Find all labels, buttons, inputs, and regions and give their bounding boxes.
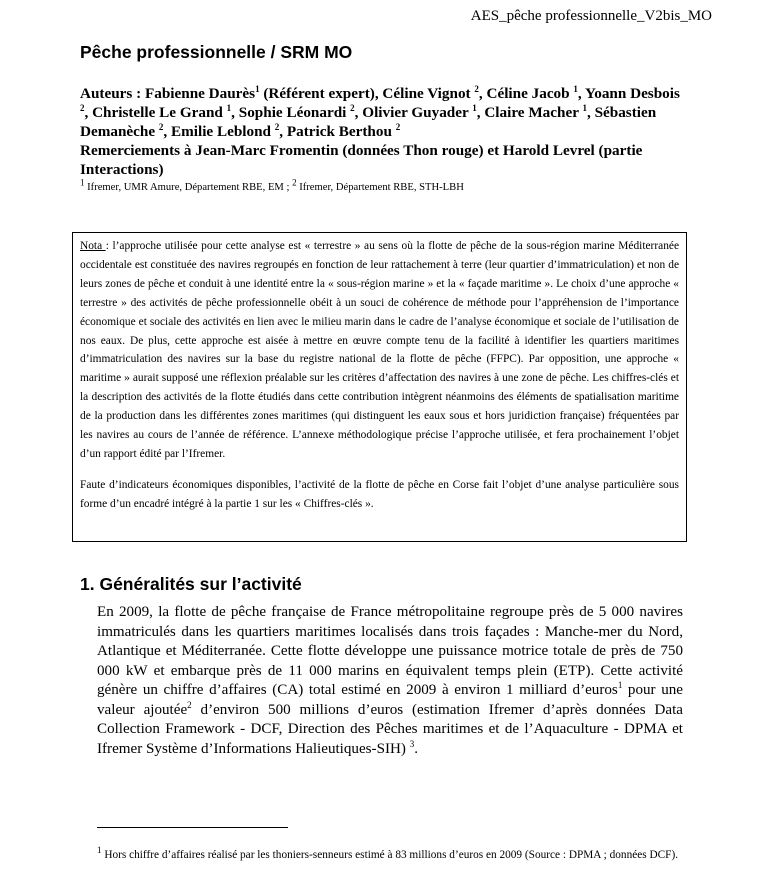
author-suffix: , — [354, 104, 363, 121]
author-affiliation-marker: 2 — [395, 121, 401, 132]
author-affiliation-marker: 1 — [472, 102, 477, 113]
running-header: AES_pêche professionnelle_V2bis_MO — [470, 8, 712, 24]
author-suffix: , — [231, 104, 239, 121]
footnote-separator — [97, 827, 288, 828]
section-heading: 1. Généralités sur l’activité — [80, 574, 302, 594]
author-name: Sophie Léonardi — [238, 104, 351, 121]
paragraph-text: pour une valeur ajoutée — [97, 682, 683, 718]
author-name: Yoann Desbois — [584, 85, 680, 102]
nota-paragraph — [80, 237, 679, 464]
author-affiliation-marker: 2 — [158, 121, 164, 132]
nota-text: : l’approche utilisée pour cette analyse est « terrestre » au sens où la flotte de pêche de la sous-région marine Méditerranée occidentale est constituée des navires regroupés en fonction de leur rattachement à terre (leur quartier d’immatriculation) et non de leurs zones de pêche et conduit à une identité entre la « sous-région marine » et la « façade maritime ». Le choix d’une approche « terrestre » des activités de pêche professionnelle obéit à un souci de cohérence de méthode pour l’appréhension de l’importance économique et sociale des activités en lien avec le milieu marin dans le cadre de l’analyse économique et sociale de l’utilisation de nos eaux. De plus, cette approche est aisée à mettre en œuvre compte tenu de la facilité à identifier les quartiers maritimes d’immatriculation des navires sur la base du registre national de la flotte de pêche (FFPC). Par opposition, une approche « maritime » aurait supposé une réflexion préalable sur les critères d’affectation des navires à une zone de pêche. Les chiffres-clés et la description des activités de la flotte étudiés dans cette contribution intègrent néanmoins des éléments de spatialisation maritime de la production dans les différentes zones maritimes (qui distinguent les eaux sous et hors juridiction française) fréquentées par les navires au cours de l’année de référence. L’annexe méthodologique précise l’approche utilisée, et fera prochainement l’objet d’un rapport édité par l’Ifremer. — [80, 240, 679, 460]
affiliation-text: Ifremer, UMR Amure, Département RBE, EM ; — [84, 182, 293, 193]
author-suffix: , — [163, 123, 171, 140]
footnote-ref[interactable]: 1 — [617, 679, 623, 690]
author-list — [80, 85, 680, 140]
author-suffix: , — [84, 104, 93, 121]
acknowledgements: Remerciements à Jean-Marc Fromentin (données Thon rouge) et Harold Levrel (partie Interactions) — [80, 142, 643, 178]
author-affiliation-marker: 2 — [474, 83, 479, 94]
affiliation-marker: 1 — [80, 177, 85, 188]
author-name: Claire Macher — [484, 104, 583, 121]
affiliation-text: Ifremer, Département RBE, STH-LBH — [296, 182, 464, 193]
author-affiliation-marker: 2 — [350, 102, 355, 113]
author-name: Olivier Guyader — [362, 104, 473, 121]
author-affiliation-marker: 1 — [582, 102, 587, 113]
authors-block — [80, 84, 690, 179]
author-name: Fabienne Daurès — [144, 85, 256, 102]
author-name: Sébastien Demanèche — [80, 104, 657, 140]
author-affiliation-marker: 1 — [255, 83, 260, 94]
paragraph-text: d’environ 500 millions d’euros (estimation Ifremer d’après données Data Collection Framework - DCF, Direction des Pêches maritimes et de l’Aquaculture - DPMA et Ifremer Système d’Informations Halieutiques-SIH) — [97, 701, 683, 757]
author-affiliation-marker: 2 — [274, 121, 280, 132]
footnote-ref[interactable]: 2 — [187, 699, 192, 710]
footnote-ref[interactable]: 3 — [409, 738, 415, 749]
corse-paragraph: Faute d’indicateurs économiques disponibles, l’activité de la flotte de pêche en Corse fait l’objet d’une analyse particulière sous forme d’un encadré intégré à la partie 1 sur les « Chiffres-clés ». — [80, 478, 679, 510]
affiliations — [80, 177, 680, 193]
author-name: Christelle Le Grand — [92, 104, 227, 121]
nota-label: Nota — [80, 240, 106, 252]
author-suffix: (Référent expert), — [259, 85, 383, 102]
author-affiliation-marker: 1 — [226, 102, 232, 113]
author-affiliation-marker: 1 — [573, 83, 578, 94]
paragraph-text: . — [414, 740, 418, 757]
author-name: Céline Vignot — [382, 85, 475, 102]
author-name: Emilie Leblond — [170, 123, 275, 140]
author-suffix: , — [478, 85, 487, 102]
author-name: Céline Jacob — [486, 85, 574, 102]
paragraph-text: En 2009, la flotte de pêche française de France métropolitaine regroupe près de 5 000 navires immatriculés dans les quartiers maritimes localisés dans trois façades : Manche-mer du Nord, Atlantique et Méditerranée. Cette flotte développe une puissance motrice totale de près de 750 000 kW et embarque près de 11 000 marins en équivalent temps plein (ETP). Cette activité génère un chiffre d’affaires (CA) total estimé en 2009 à environ 1 milliard d’euros — [97, 604, 683, 698]
author-suffix: , — [586, 104, 595, 121]
author-suffix: , — [279, 123, 287, 140]
footnote — [97, 846, 683, 865]
author-name: Patrick Berthou — [286, 123, 396, 140]
nota-box — [72, 232, 687, 542]
author-suffix: , — [476, 104, 485, 121]
author-affiliation-marker: 2 — [80, 102, 85, 113]
affiliation-marker: 2 — [292, 177, 297, 188]
footnote-text: Hors chiffre d’affaires réalisé par les thoniers-senneurs estimé à 83 millions d’euros en 2009 (Source : DPMA ; données DCF). — [101, 849, 679, 861]
document-title: Pêche professionnelle / SRM MO — [80, 42, 353, 62]
authors-prefix: Auteurs : — [80, 85, 145, 102]
section-paragraph — [97, 603, 683, 759]
footnote-marker: 1 — [97, 845, 102, 856]
author-suffix: , — [577, 85, 585, 102]
